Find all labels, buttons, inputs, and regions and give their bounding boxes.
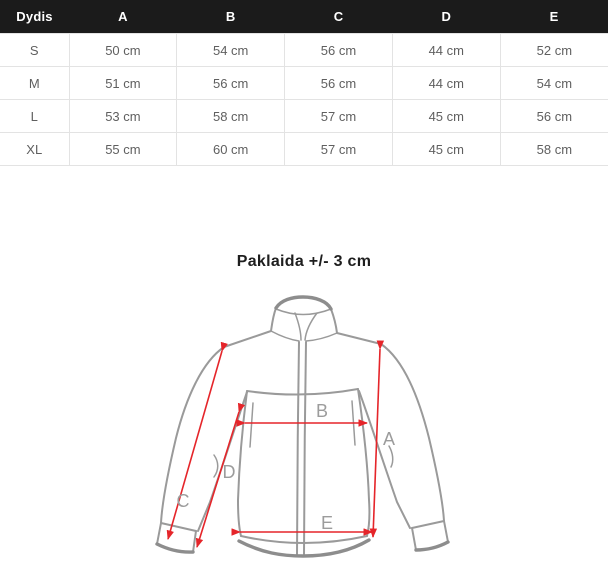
table-cell: 45 cm xyxy=(392,133,500,166)
measure-arrow-a xyxy=(373,349,380,537)
header-cell-dydis: Dydis xyxy=(0,0,69,34)
table-cell: 53 cm xyxy=(69,100,177,133)
table-cell: 56 cm xyxy=(285,67,393,100)
header-cell-c: C xyxy=(285,0,393,34)
table-cell: 60 cm xyxy=(177,133,285,166)
measure-label-b: B xyxy=(315,401,329,421)
table-cell: 44 cm xyxy=(392,34,500,67)
table-cell: 50 cm xyxy=(69,34,177,67)
table-cell: 56 cm xyxy=(177,67,285,100)
size-label: M xyxy=(0,67,69,100)
table-cell: 44 cm xyxy=(392,67,500,100)
measure-arrows xyxy=(168,349,380,547)
size-label: S xyxy=(0,34,69,67)
table-row-s xyxy=(0,34,608,67)
measure-label-e: E xyxy=(320,513,334,533)
header-cell-e: E xyxy=(500,0,608,34)
tolerance-note: Paklaida +/- 3 cm xyxy=(236,253,372,270)
table-header-row xyxy=(0,0,608,34)
table-cell: 56 cm xyxy=(500,100,608,133)
measure-label-d: D xyxy=(222,462,236,482)
size-label: L xyxy=(0,100,69,133)
table-cell: 54 cm xyxy=(500,67,608,100)
table-row-xl xyxy=(0,133,608,166)
header-cell-d: D xyxy=(392,0,500,34)
table-cell: 54 cm xyxy=(177,34,285,67)
table-row-l xyxy=(0,100,608,133)
table-cell: 58 cm xyxy=(177,100,285,133)
table-cell: 58 cm xyxy=(500,133,608,166)
table-row-m xyxy=(0,67,608,100)
table-cell: 52 cm xyxy=(500,34,608,67)
table-cell: 57 cm xyxy=(285,100,393,133)
table-cell: 51 cm xyxy=(69,67,177,100)
table-cell: 57 cm xyxy=(285,133,393,166)
jacket-measurement-diagram xyxy=(150,290,462,582)
jacket-diagram-svg xyxy=(150,290,462,582)
table-cell: 55 cm xyxy=(69,133,177,166)
header-cell-b: B xyxy=(177,0,285,34)
table-cell: 56 cm xyxy=(285,34,393,67)
table-cell: 45 cm xyxy=(392,100,500,133)
measure-label-a: A xyxy=(382,429,396,449)
size-label: XL xyxy=(0,133,69,166)
size-table xyxy=(0,0,608,166)
header-cell-a: A xyxy=(69,0,177,34)
measure-label-c: C xyxy=(176,491,190,511)
